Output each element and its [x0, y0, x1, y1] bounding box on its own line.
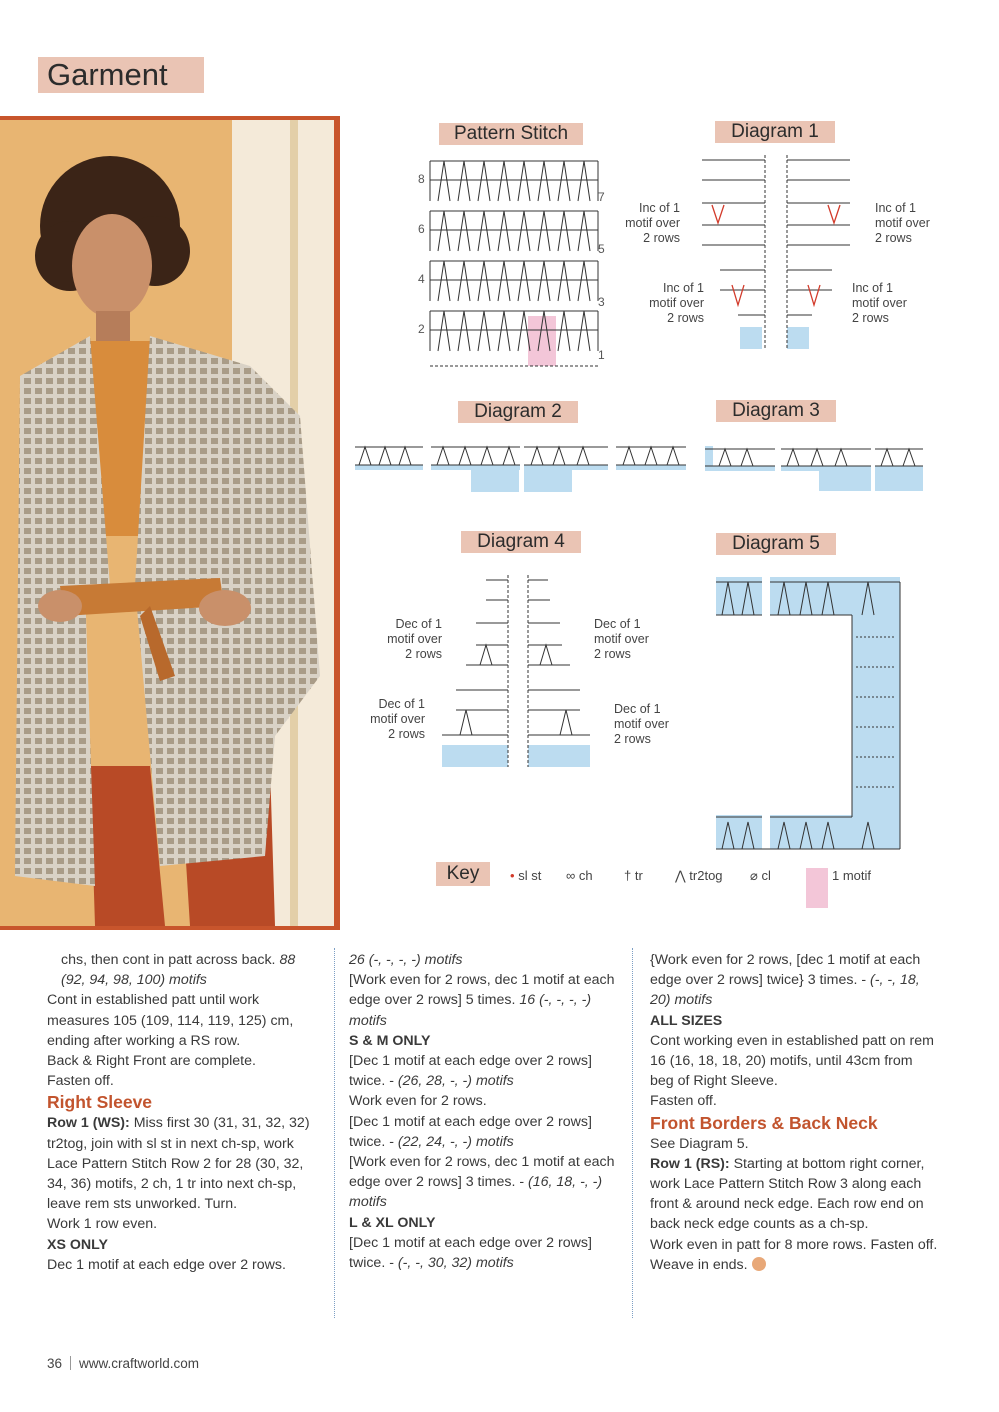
col3-row1-text: Starting at bottom right corner, work Lace Pattern Stitch Row 3 along each front & around neck edge. Each row end on back neck edge counts as a ch-sp.: [650, 1155, 925, 1233]
pattern-stitch-chart: [420, 156, 620, 376]
pattern-row-7: 7: [598, 190, 605, 204]
d4-note-left-bottom: Dec of 1 motif over 2 rows: [370, 697, 425, 741]
pattern-stitch-label: Pattern Stitch: [439, 123, 583, 145]
tr-icon: †: [624, 868, 632, 883]
col2-sm1a: [Dec 1 motif at each edge over 2 rows] twice. -: [349, 1053, 592, 1090]
text-column-3: [650, 950, 940, 1275]
col2-sm2: Work even for 2 rows.: [349, 1093, 487, 1110]
col2-sm3a: [Dec 1 motif at each edge over 2 rows] twice. -: [349, 1113, 592, 1150]
col2-sm4b: (16, 18, -, -) motifs: [349, 1174, 603, 1211]
diagram5-chart: [716, 577, 902, 852]
key-tr2tog: [675, 868, 723, 884]
pattern-row-2: 2: [418, 322, 425, 336]
col2-sm4a: [Work even for 2 rows, dec 1 motif at each edge over 2 rows] 3 times. -: [349, 1154, 615, 1191]
key-cl-label: cl: [761, 868, 771, 883]
d1-note-left-bottom: Inc of 1 motif over 2 rows: [649, 281, 704, 325]
xs-only-heading: XS ONLY: [47, 1236, 108, 1253]
section-title: Garment: [47, 57, 168, 92]
pattern-row-3: 3: [598, 295, 605, 309]
diagram4-chart: [440, 575, 590, 770]
d4-note-right-bottom: Dec of 1 motif over 2 rows: [614, 702, 669, 746]
key-ch: [566, 868, 593, 884]
diagram1-chart: [700, 155, 860, 355]
diagram3-label: Diagram 3: [716, 400, 836, 422]
key-tr: [624, 868, 643, 884]
yarn-ball-icon: [752, 1257, 766, 1271]
tr2tog-icon: ⋀: [675, 868, 686, 883]
col1-p5: Work 1 row even.: [47, 1216, 158, 1233]
d1-note-right-bottom: Inc of 1 motif over 2 rows: [852, 281, 907, 325]
key-title: Key: [436, 862, 490, 886]
sm-only-heading: S & M ONLY: [349, 1032, 431, 1049]
col3-p1b: (-, -, 18, 20) motifs: [650, 972, 920, 1009]
sl-st-icon: •: [510, 868, 515, 883]
pattern-row-6: 6: [418, 222, 425, 236]
pattern-row-1: 1: [598, 348, 605, 362]
col1-p2: Cont in established patt until work measures 105 (109, 114, 119, 125) cm, ending after working a RS row.: [47, 992, 294, 1049]
diagram4-label: Diagram 4: [461, 531, 581, 553]
col1-p1b: 88 (92, 94, 98, 100) motifs: [61, 952, 296, 989]
d1-note-left-top: Inc of 1 motif over 2 rows: [625, 201, 680, 245]
col2-sm1b: (26, 28, -, -) motifs: [397, 1073, 514, 1090]
diagram2-label: Diagram 2: [458, 401, 578, 423]
motif-icon: [806, 868, 828, 908]
key-motif-label: 1 motif: [832, 868, 872, 883]
pattern-row-4: 4: [418, 272, 425, 286]
col1-xs-text: Dec 1 motif at each edge over 2 rows.: [47, 1256, 286, 1273]
text-column-2: [349, 950, 617, 1273]
col2-p1: 26 (-, -, -, -) motifs: [349, 952, 463, 968]
text-column-1: [47, 950, 319, 1275]
d4-note-left-top: Dec of 1 motif over 2 rows: [387, 617, 442, 661]
right-sleeve-heading: Right Sleeve: [47, 1092, 153, 1113]
column-divider-1: [334, 948, 335, 1318]
col2-p2b: 16 (-, -, -, -) motifs: [349, 992, 592, 1029]
model-photo: [0, 116, 340, 930]
lxl-only-heading: L & XL ONLY: [349, 1214, 436, 1231]
diagram1-label: Diagram 1: [715, 121, 835, 143]
col1-p4: Fasten off.: [47, 1073, 114, 1090]
ch-icon: ∞: [566, 868, 576, 883]
pattern-row-5: 5: [598, 242, 605, 256]
site-url[interactable]: www.craftworld.com: [79, 1356, 200, 1371]
front-borders-heading: Front Borders & Back Neck: [650, 1112, 878, 1133]
col1-p1a: chs, then cont in patt across back.: [61, 952, 276, 968]
col3-p1a: {Work even for 2 rows, [dec 1 motif at each edge over 2 rows] twice} 3 times. -: [650, 952, 921, 989]
col1-p3: Back & Right Front are complete.: [47, 1053, 256, 1070]
footer-divider: [70, 1356, 71, 1370]
cl-icon: ⌀: [750, 868, 758, 883]
key-ch-label: ch: [578, 868, 593, 883]
diagram3-chart: [705, 444, 927, 492]
d4-note-right-top: Dec of 1 motif over 2 rows: [594, 617, 649, 661]
d1-note-right-top: Inc of 1 motif over 2 rows: [875, 201, 930, 245]
col2-lxl1b: (-, -, 30, 32) motifs: [397, 1255, 514, 1272]
col1-row1-text: Miss first 30 (31, 31, 32, 32) tr2tog, join with sl st in next ch-sp, work Lace Pattern Stitch Row 2 for 28 (30, 32, 34, 36) motifs, 2 ch, 1 tr into next ch-sp, leave rem sts unworked. Turn.: [47, 1115, 310, 1213]
col2-sm3b: (22, 24, -, -) motifs: [397, 1133, 514, 1150]
column-divider-2: [632, 948, 633, 1318]
col3-see: See Diagram 5.: [650, 1135, 749, 1152]
key-tr2tog-label: tr2tog: [689, 868, 723, 883]
diagram2-chart: [355, 442, 690, 494]
col2-lxl1a: [Dec 1 motif at each edge over 2 rows] twice. -: [349, 1234, 592, 1272]
section-title-tag: [38, 57, 204, 93]
pattern-row-8: 8: [418, 172, 425, 186]
all-sizes-heading: ALL SIZES: [650, 1012, 723, 1029]
diagram5-label: Diagram 5: [716, 533, 836, 555]
model-illustration: [0, 116, 340, 930]
key-motif: [806, 868, 871, 908]
key-tr-label: tr: [634, 868, 643, 883]
col1-row1-label: Row 1 (WS):: [47, 1115, 130, 1132]
col3-all-text: Cont working even in established patt on rem 16 (16, 18, 18, 20) motifs, until 43cm from beg of Right Sleeve.: [650, 1032, 934, 1090]
page-footer: [47, 1356, 199, 1371]
col3-row1-label: Row 1 (RS):: [650, 1155, 730, 1172]
col2-p2a: [Work even for 2 rows, dec 1 motif at each edge over 2 rows] 5 times.: [349, 972, 615, 1009]
col3-final: Work even in patt for 8 more rows. Fasten off. Weave in ends.: [650, 1236, 938, 1273]
page-number: 36: [47, 1356, 63, 1371]
key-cl: [750, 868, 771, 884]
col3-all-fasten: Fasten off.: [650, 1093, 717, 1110]
key-sl-st-label: sl st: [518, 868, 542, 883]
key-sl-st: [510, 868, 541, 884]
